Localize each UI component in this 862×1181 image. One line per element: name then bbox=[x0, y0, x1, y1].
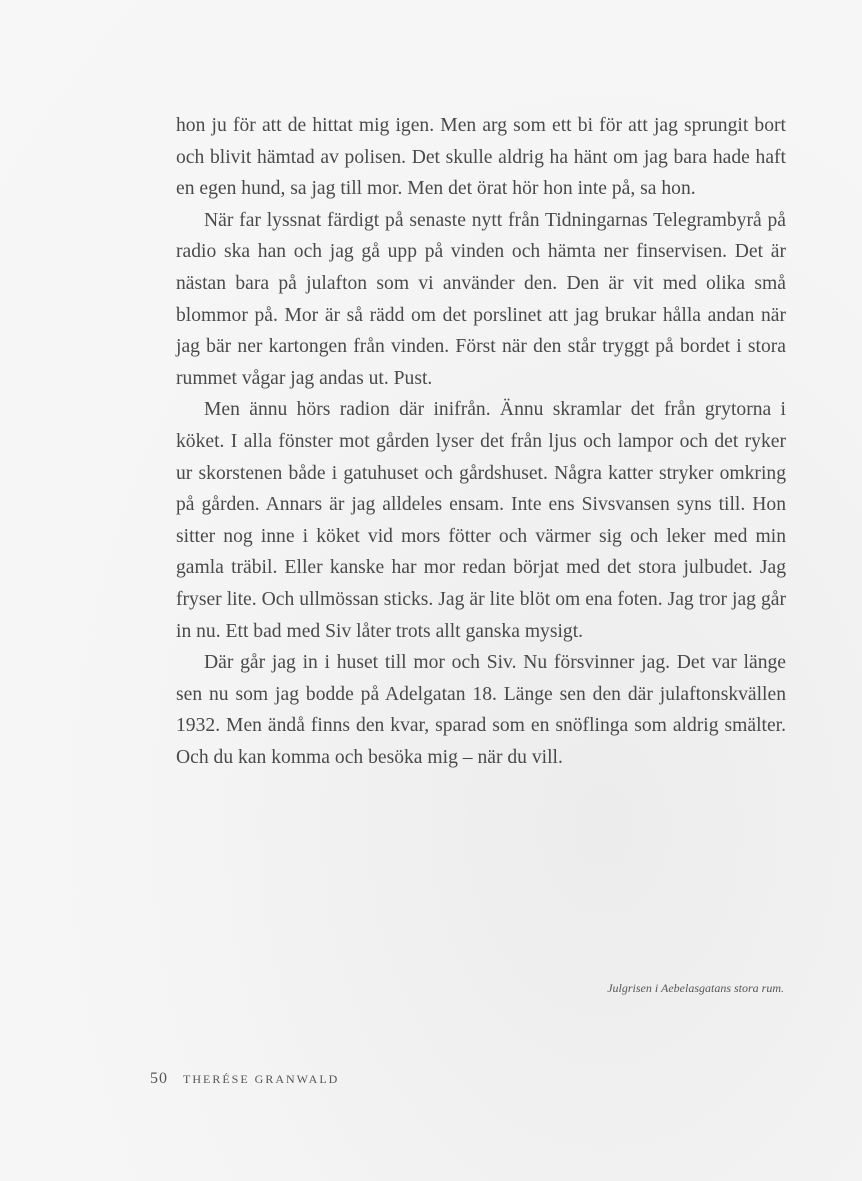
page-footer bbox=[150, 1070, 339, 1088]
paragraph: Men ännu hörs radion där inifrån. Ännu skramlar det från grytorna i köket. I alla fönster mot gården lyser det från ljus och lampor och det ryker ur skorstenen både i gatuhuset och gårdshuset. Några katter stryker omkring på gården. Annars är jag alldeles ensam. Inte ens Sivsvansen syns till. Hon sitter nog inne i köket vid mors fötter och värmer sig och leker med min gamla träbil. Eller kanske har mor redan börjat med det stora julbudet. Jag fryser lite. Och ullmössan sticks. Jag är lite blöt om ena foten. Jag tror jag går in nu. Ett bad med Siv låter trots allt ganska mysigt. bbox=[176, 399, 786, 642]
page-number: 50 bbox=[150, 1070, 168, 1087]
paragraph: Där går jag in i huset till mor och Siv. Nu försvinner jag. Det var länge sen nu som jag bodde på Adelgatan 18. Länge sen den där julaftonskvällen 1932. Men ändå finns den kvar, sparad som en snöflinga som aldrig smälter. Och du kan komma och besöka mig – när du vill. bbox=[176, 652, 786, 768]
paragraph: När far lyssnat färdigt på senaste nytt från Tidningarnas Telegrambyrå på radio ska han och jag gå upp på vinden och hämta ner finservisen. Det är nästan bara på julafton som vi använder den. Den är vit med olika små blommor på. Mor är så rädd om det porslinet att jag brukar hålla andan när jag bär ner kartongen från vinden. Först när den står tryggt på bordet i stora rummet vågar jag andas ut. Pust. bbox=[176, 209, 786, 389]
paragraph: hon ju för att de hittat mig igen. Men arg som ett bi för att jag sprungit bort och blivit hämtad av polisen. Det skulle aldrig ha hänt om jag bara hade haft en egen hund, sa jag till mor. Men det örat hör hon inte på, sa hon. bbox=[176, 115, 786, 200]
author-name: THERÉSE GRANWALD bbox=[183, 1072, 340, 1086]
image-caption: Julgrisen i Aebelasgatans stora rum. bbox=[607, 981, 784, 995]
body-text bbox=[176, 110, 786, 773]
